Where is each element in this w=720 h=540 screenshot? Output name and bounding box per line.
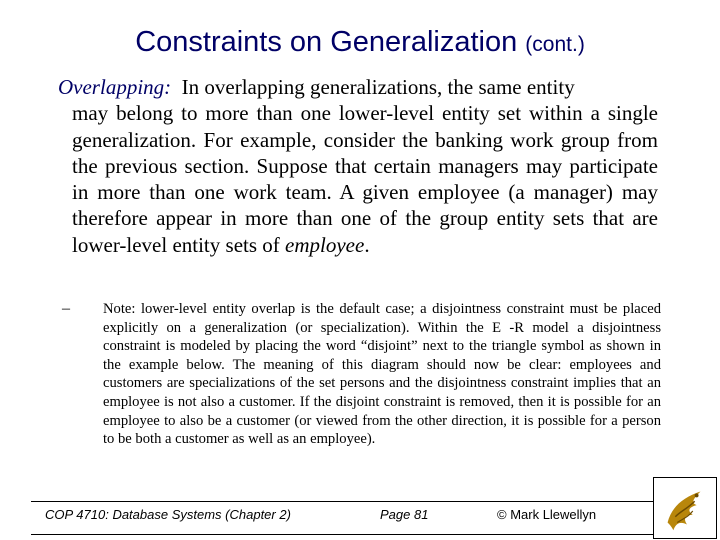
overlapping-label: Overlapping: <box>58 75 172 99</box>
paragraph-body: may belong to more than one lower-level entity set within a single generalization. For example, consider the banking work group from the previous section. Suppose that certain managers may participate in more than one work team. A given employee (a manager) may therefore appear in more than one of the group entity sets that are lower-level entity sets of <box>72 101 658 257</box>
pegasus-emblem <box>654 478 716 538</box>
overlapping-paragraph <box>58 74 658 258</box>
slide-title <box>0 24 720 63</box>
ucf-pegasus-logo-icon <box>653 477 717 539</box>
paragraph-end: . <box>364 232 370 257</box>
footer-course: COP 4710: Database Systems (Chapter 2) <box>45 507 291 522</box>
note-bullet-dash: – <box>62 300 70 317</box>
paragraph-continuation <box>58 100 658 258</box>
footer-divider-bottom <box>31 534 658 535</box>
footer-page-number: Page 81 <box>380 507 429 522</box>
title-text: Constraints on Generalization <box>135 26 518 58</box>
employee-term: employee <box>285 232 365 257</box>
note-paragraph: Note: lower-level entity overlap is the default case; a disjointness constraint must be placed explicitly on a generalization (or specialization). Within the E -R model a disjointness constraint is modeled by placing the word “disjoint” next to the triangle symbol as shown in the example below. The meaning of this diagram should now be clear: employees and customers are specializations of the set persons and the disjointness constraint implies that an employee is not also a customer. If the disjoint constraint is removed, then it is possible for an employee to also be a customer (or viewed from the other direction, it is possible for a person to be both a customer as well as an employee). <box>103 301 661 448</box>
footer-copyright: © Mark Llewellyn <box>497 507 597 522</box>
footer-divider-top <box>31 501 658 502</box>
title-suffix: (cont.) <box>525 33 585 56</box>
paragraph-first-line: In overlapping generalizations, the same entity <box>181 75 575 99</box>
